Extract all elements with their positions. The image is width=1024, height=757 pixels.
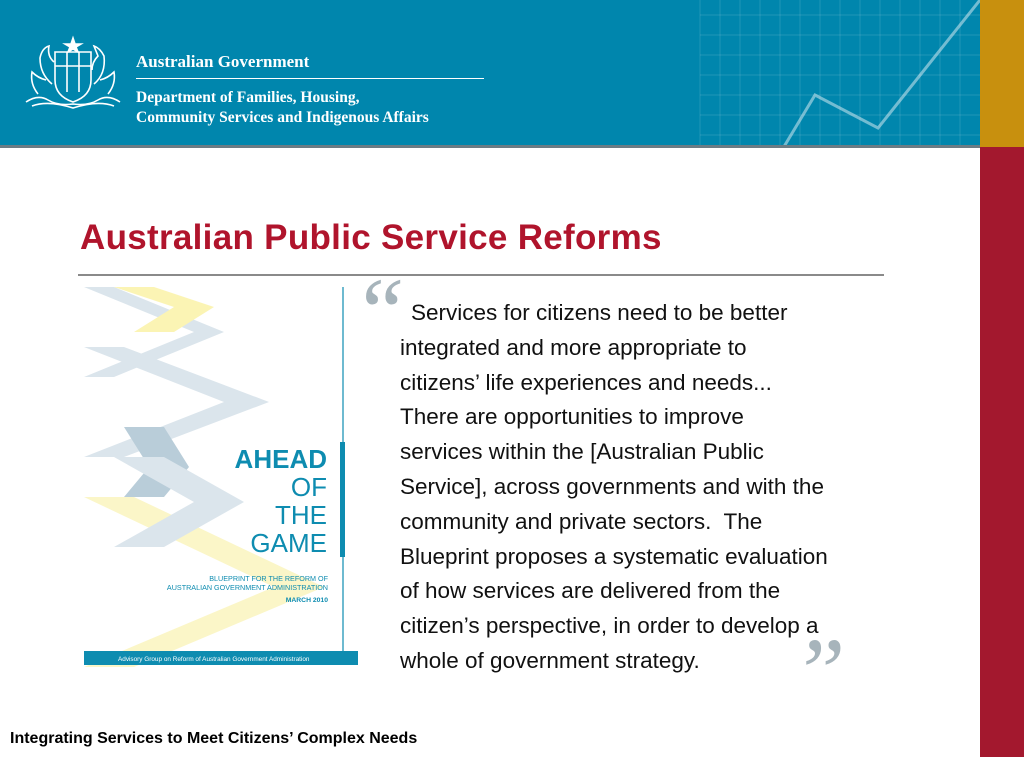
quote-line: whole of government strategy.	[400, 647, 700, 673]
cover-title-line-2: OF	[290, 472, 327, 502]
red-accent-bar	[980, 147, 1024, 757]
government-name: Australian Government	[136, 52, 310, 71]
quote-line: integrated and more appropriate to	[400, 334, 747, 360]
quote-line: Blueprint proposes a systematic evaluation	[400, 543, 828, 569]
coat-of-arms-icon	[18, 34, 128, 112]
cover-subtitle-line-2: AUSTRALIAN GOVERNMENT ADMINISTRATION	[166, 583, 328, 592]
cover-title-line-4: GAME	[250, 528, 327, 558]
quote-text	[400, 296, 960, 679]
cover-title-line-1: AHEAD	[234, 444, 327, 474]
quote-line: Services for citizens need to be better	[411, 300, 788, 325]
quote-line: citizen’s perspective, in order to develop a	[400, 613, 819, 639]
quote-line: citizens’ life experiences and needs...	[400, 369, 772, 395]
quote-line: of how services are delivered from the	[400, 578, 781, 604]
quote-line: services within the [Australian Public	[400, 439, 764, 465]
cover-subtitle-line-1: BLUEPRINT FOR THE REFORM OF	[209, 574, 328, 583]
department-name-line-2: Community Services and Indigenous Affairs	[136, 109, 429, 126]
cover-footer-text: Advisory Group on Reform of Australian Government Administration	[118, 656, 310, 663]
header-banner	[0, 0, 980, 147]
open-quote-mark: “	[352, 258, 406, 365]
department-name-line-1: Department of Families, Housing,	[136, 89, 360, 106]
close-quote-mark: ”	[792, 618, 846, 725]
cover-date: MARCH 2010	[285, 597, 328, 604]
slide-footer: Integrating Services to Meet Citizens’ Complex Needs	[10, 730, 418, 747]
slide-title: Australian Public Service Reforms	[80, 218, 662, 257]
gold-accent-bar	[980, 0, 1024, 147]
cover-title-line-3: THE	[275, 500, 327, 530]
quote-line: Service], across governments and with the	[400, 473, 824, 499]
quote-line: community and private sectors. The	[400, 508, 763, 534]
cover-vertical-bar	[340, 442, 345, 557]
quote-line: There are opportunities to improve	[400, 404, 744, 430]
report-cover-image	[84, 287, 358, 667]
title-underline	[78, 274, 884, 276]
header-divider	[136, 78, 484, 79]
banner-bottom-border	[0, 145, 980, 148]
